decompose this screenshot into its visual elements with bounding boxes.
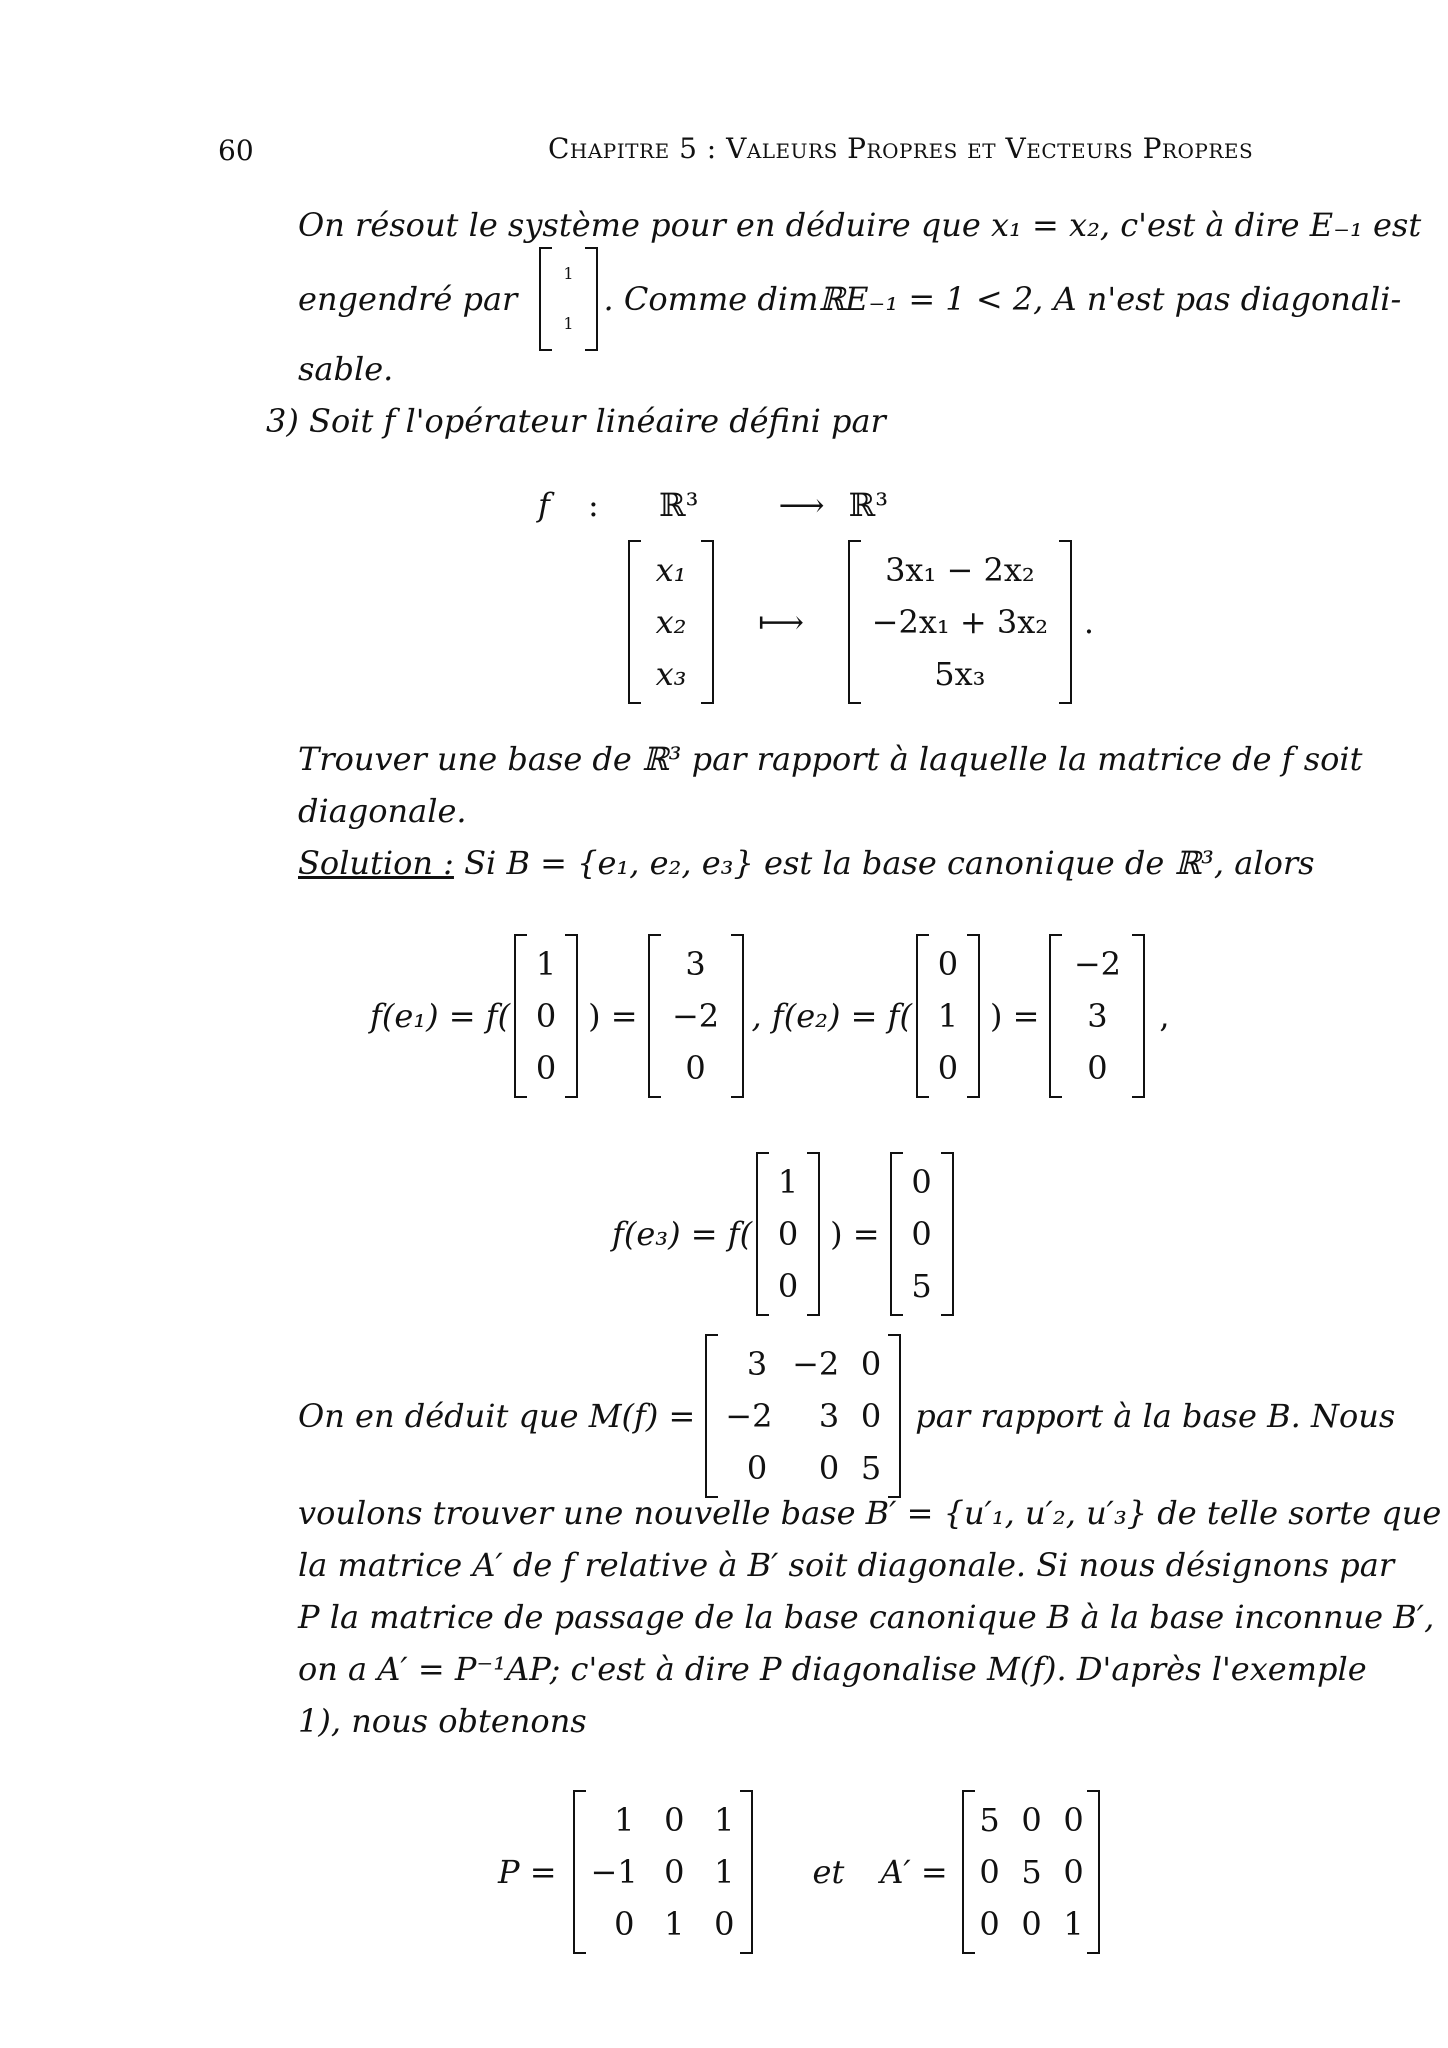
mf-prefix: On en déduit que M(f) = bbox=[298, 1397, 696, 1435]
matrix-cell: −1 bbox=[590, 1853, 638, 1891]
trailing-comma: , bbox=[1159, 997, 1170, 1035]
map-domain: ℝ³ bbox=[658, 486, 699, 524]
matrix-cell: 1 bbox=[777, 1163, 799, 1201]
matrix-cell: 3 bbox=[685, 945, 706, 983]
close-eq: ) = bbox=[989, 997, 1040, 1035]
matrix-cell: x₂ bbox=[655, 603, 687, 641]
task-line1: Trouver une base de ℝ³ par rapport à laquelle la matrice de f soit bbox=[298, 740, 1363, 778]
fe3-image-vector bbox=[890, 1152, 954, 1316]
matrix-cell: x₁ bbox=[655, 551, 687, 589]
matrix-cell: 0 bbox=[664, 1801, 685, 1839]
matrix-cell: 0 bbox=[979, 1853, 1000, 1891]
matrix-cell: 0 bbox=[1021, 1801, 1042, 1839]
para1-line2-suffix: . Comme dimℝE₋₁ = 1 < 2, A n'est pas diagonali- bbox=[603, 280, 1402, 318]
matrix-cell: 1 bbox=[614, 1801, 635, 1839]
mf-grid bbox=[725, 1338, 881, 1494]
matrix-cell: 3 bbox=[818, 1397, 840, 1435]
matrix-cell: 3 bbox=[746, 1345, 768, 1383]
matrix-cell: 1 bbox=[664, 1905, 685, 1943]
input-vector bbox=[628, 540, 714, 704]
p-matrix bbox=[573, 1790, 753, 1954]
page-number: 60 bbox=[218, 134, 254, 167]
eigenvector-matrix bbox=[539, 247, 597, 351]
matrix-cell: 0 bbox=[746, 1449, 768, 1487]
mf-row bbox=[298, 1334, 1395, 1498]
map-signature bbox=[538, 486, 888, 524]
fe2-lhs: , f(e₂) = f( bbox=[751, 997, 912, 1035]
fe3-lhs: f(e₃) = f( bbox=[612, 1215, 753, 1253]
output-vector bbox=[848, 540, 1072, 704]
para2-line2: la matrice A′ de f relative à B′ soit diagonale. Si nous désignons par bbox=[298, 1546, 1395, 1584]
matrix-cell: 1 bbox=[714, 1801, 735, 1839]
matrix-cell: 0 bbox=[777, 1267, 799, 1305]
fe1-lhs: f(e₁) = f( bbox=[370, 997, 511, 1035]
matrix-cell: −2 bbox=[725, 1397, 773, 1435]
a-grid bbox=[978, 1794, 1084, 1950]
matrix-cell: 0 bbox=[535, 997, 557, 1035]
e3-vector bbox=[756, 1152, 820, 1316]
matrix-cell: 0 bbox=[1063, 1801, 1084, 1839]
matrix-cell: 1 bbox=[563, 314, 574, 333]
solution-label: Solution : bbox=[298, 844, 454, 882]
mf-matrix bbox=[705, 1334, 901, 1498]
para1-line3: sable. bbox=[298, 350, 394, 388]
close-eq: ) = bbox=[830, 1215, 880, 1253]
matrix-cell: 1 bbox=[1063, 1905, 1084, 1943]
matrix-cell: 5 bbox=[911, 1267, 932, 1305]
matrix-cell: 0 bbox=[777, 1215, 799, 1253]
item3-intro: 3) Soit f l'opérateur linéaire défini par bbox=[266, 402, 886, 440]
mapsto-arrow: ⟼ bbox=[758, 603, 804, 641]
matrix-cell: 0 bbox=[818, 1449, 840, 1487]
matrix-cell: 1 bbox=[535, 945, 557, 983]
matrix-cell: 0 bbox=[937, 945, 959, 983]
matrix-cell: −2 bbox=[792, 1345, 840, 1383]
para1-line2 bbox=[298, 242, 1401, 356]
e2-vector bbox=[916, 934, 980, 1098]
matrix-cell: −2 bbox=[671, 997, 720, 1035]
images-row-2 bbox=[612, 1152, 958, 1316]
matrix-cell: x₃ bbox=[655, 655, 687, 693]
matrix-cell: 5 bbox=[979, 1801, 1000, 1839]
para2-line1: voulons trouver une nouvelle base B′ = {u′₁, u′₂, u′₃} de telle sorte que bbox=[298, 1494, 1442, 1532]
map-codomain: ℝ³ bbox=[848, 486, 889, 524]
matrix-cell: 1 bbox=[714, 1853, 735, 1891]
matrix-cell: 0 bbox=[685, 1049, 706, 1087]
matrix-cell: 0 bbox=[911, 1215, 932, 1253]
p-grid bbox=[591, 1794, 735, 1950]
images-row-1 bbox=[370, 934, 1176, 1098]
et-word: et bbox=[812, 1853, 845, 1891]
para2-line5: 1), nous obtenons bbox=[298, 1702, 587, 1740]
matrix-cell: 0 bbox=[860, 1397, 882, 1435]
matrix-cell: 0 bbox=[614, 1905, 635, 1943]
matrix-cell: 0 bbox=[1021, 1905, 1042, 1943]
matrix-cell: 1 bbox=[563, 264, 574, 283]
p-label: P = bbox=[498, 1853, 557, 1891]
matrix-cell: 0 bbox=[664, 1853, 685, 1891]
map-f: f bbox=[538, 486, 550, 524]
matrix-cell: 3x₁ − 2x₂ bbox=[885, 551, 1035, 589]
close-eq: ) = bbox=[588, 997, 638, 1035]
matrix-cell: 0 bbox=[1087, 1049, 1108, 1087]
matrix-cell: 1 bbox=[937, 997, 959, 1035]
map-arrow: ⟶ bbox=[778, 486, 825, 524]
mf-suffix: par rapport à la base B. Nous bbox=[915, 1397, 1396, 1435]
chapter-title: Chapitre 5 : Valeurs Propres et Vecteurs Propres bbox=[548, 132, 1254, 165]
matrix-cell: 0 bbox=[937, 1049, 959, 1087]
matrix-cell: 3 bbox=[1087, 997, 1108, 1035]
matrix-cell: 0 bbox=[911, 1163, 932, 1201]
matrix-cell: −2x₁ + 3x₂ bbox=[871, 603, 1049, 641]
solution-line bbox=[298, 844, 1315, 882]
task-line2: diagonale. bbox=[298, 792, 467, 830]
para2-line4: on a A′ = P⁻¹AP; c'est à dire P diagonalise M(f). D'après l'exemple bbox=[298, 1650, 1367, 1688]
map-colon: : bbox=[588, 486, 599, 524]
matrix-cell: 0 bbox=[860, 1345, 882, 1383]
e1-vector bbox=[514, 934, 578, 1098]
solution-text: Si B = {e₁, e₂, e₃} est la base canonique de ℝ³, alors bbox=[464, 844, 1315, 882]
map-vectors bbox=[624, 540, 1094, 704]
fe2-image-vector bbox=[1049, 934, 1145, 1098]
para2-line3: P la matrice de passage de la base canonique B à la base inconnue B′, bbox=[298, 1598, 1435, 1636]
end-dot: . bbox=[1083, 603, 1095, 641]
matrix-cell: 5 bbox=[1021, 1853, 1042, 1891]
fe1-image-vector bbox=[648, 934, 744, 1098]
matrix-cell: 5x₃ bbox=[934, 655, 986, 693]
a-label: A′ = bbox=[880, 1853, 948, 1891]
matrix-cell: 0 bbox=[714, 1905, 735, 1943]
a-matrix bbox=[962, 1790, 1100, 1954]
para1-line1: On résout le système pour en déduire que x₁ = x₂, c'est à dire E₋₁ est bbox=[298, 206, 1422, 244]
matrix-cell: 5 bbox=[860, 1449, 882, 1487]
matrix-cell: 0 bbox=[535, 1049, 557, 1087]
final-row bbox=[498, 1790, 1104, 1954]
para1-line2-prefix: engendré par bbox=[298, 280, 518, 318]
matrix-cell: 0 bbox=[1063, 1853, 1084, 1891]
matrix-cell: −2 bbox=[1073, 945, 1121, 983]
matrix-cell: 0 bbox=[979, 1905, 1000, 1943]
